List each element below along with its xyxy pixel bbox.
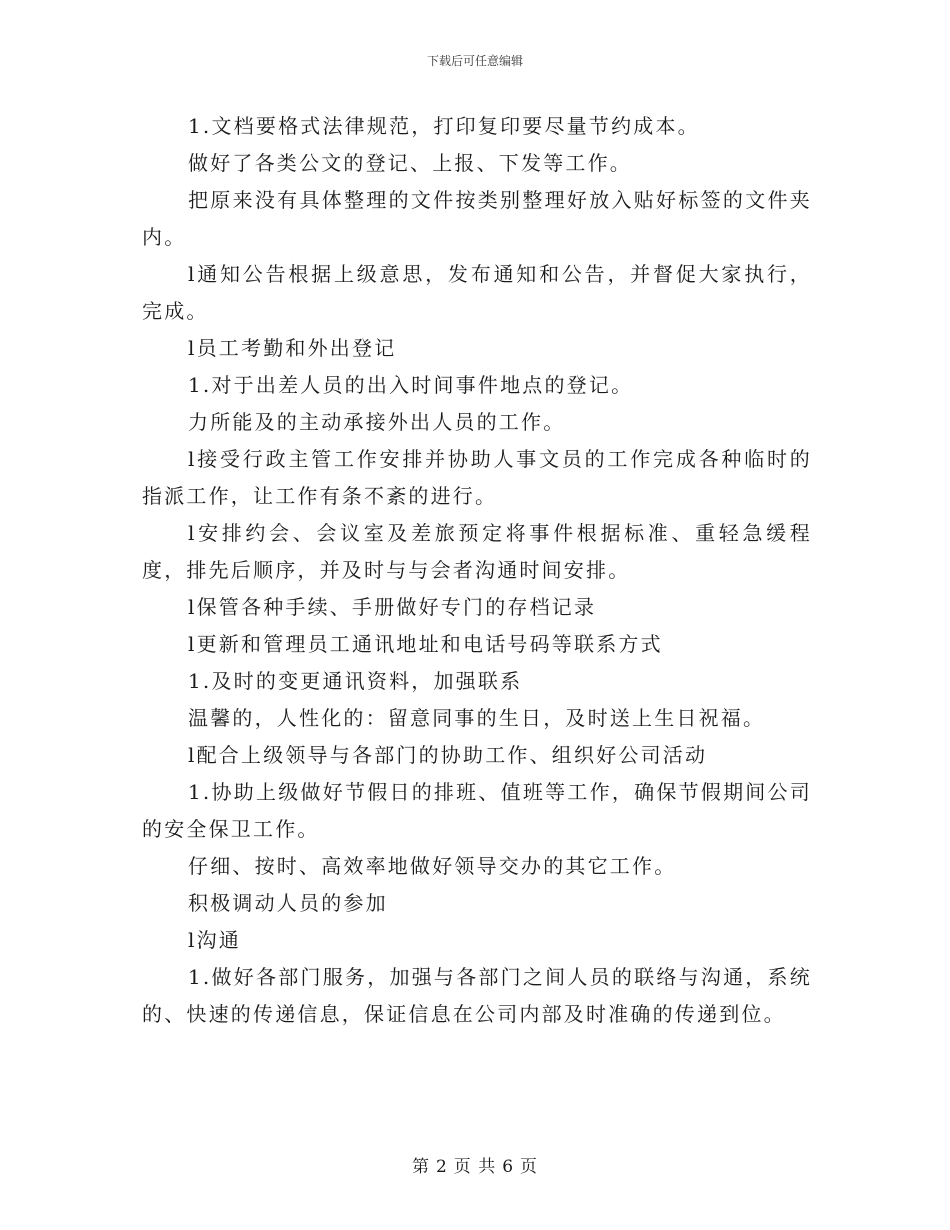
paragraph: 1.做好各部门服务，加强与各部门之间人员的联络与沟通，系统的、快速的传递信息，保证信息在公司内部及时准确的传递到位。 [142, 965, 812, 1026]
paragraph: 做好了各类公文的登记、上报、下发等工作。 [188, 151, 632, 175]
paragraph: l接受行政主管工作安排并协助人事文员的工作完成各种临时的指派工作，让工作有条不紊的进行。 [142, 447, 812, 508]
footer-suffix: 页 [520, 1157, 539, 1177]
page-footer [0, 1152, 950, 1177]
paragraph: l沟通 [188, 928, 241, 952]
footer-prefix: 第 [411, 1157, 430, 1177]
paragraph: l更新和管理员工通讯地址和电话号码等联系方式 [188, 632, 663, 656]
current-page-number: 2 [435, 1157, 448, 1177]
paragraph: 1.文档要格式法律规范，打印复印要尽量节约成本。 [188, 114, 700, 138]
paragraph: 力所能及的主动承接外出人员的工作。 [188, 410, 566, 434]
paragraph: 温馨的，人性化的：留意同事的生日，及时送上生日祝福。 [188, 706, 766, 730]
paragraph: 积极调动人员的参加 [188, 891, 388, 915]
footer-middle: 页 共 [453, 1157, 497, 1177]
paragraph: 1.对于出差人员的出入时间事件地点的登记。 [188, 373, 634, 397]
total-pages-number: 6 [502, 1157, 515, 1177]
paragraph: 仔细、按时、高效率地做好领导交办的其它工作。 [188, 854, 677, 878]
paragraph: l保管各种手续、手册做好专门的存档记录 [188, 595, 597, 619]
paragraph: 1.及时的变更通讯资料，加强联系 [188, 669, 523, 693]
paragraph: l员工考勤和外出登记 [188, 336, 397, 360]
page-header-note: 下载后可任意编辑 [426, 54, 523, 68]
paragraph: l配合上级领导与各部门的协助工作、组织好公司活动 [188, 743, 708, 767]
paragraph: 把原来没有具体整理的文件按类别整理好放入贴好标签的文件夹内。 [142, 188, 812, 249]
paragraph: 1.协助上级做好节假日的排班、值班等工作，确保节假期间公司的安全保卫工作。 [142, 780, 812, 841]
paragraph: l安排约会、会议室及差旅预定将事件根据标准、重轻急缓程度，排先后顺序，并及时与与会者沟通时间安排。 [142, 521, 812, 582]
paragraph: l通知公告根据上级意思，发布通知和公告，并督促大家执行，完成。 [142, 262, 812, 323]
document-body [142, 108, 812, 1033]
